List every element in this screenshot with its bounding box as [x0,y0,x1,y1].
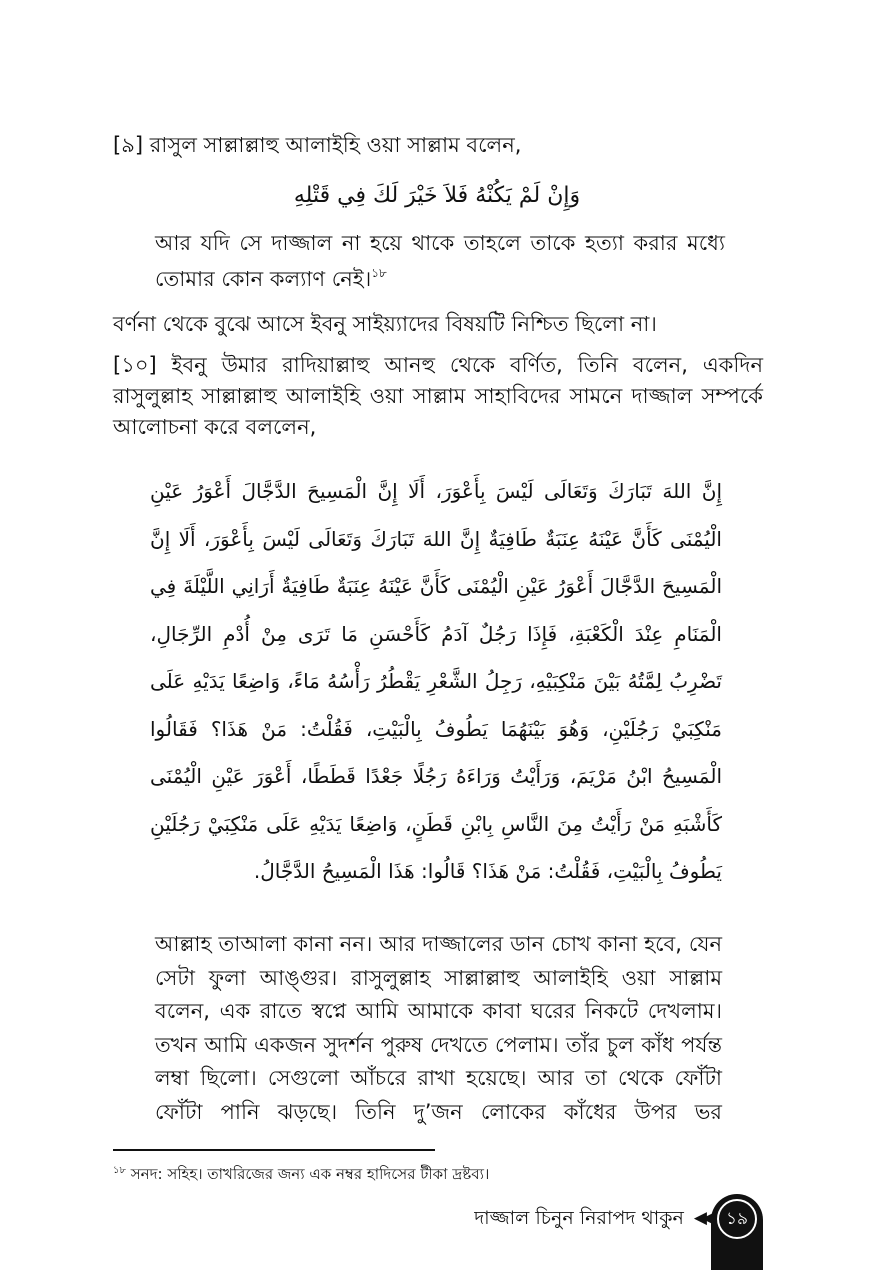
hadith-9-translation-text: আর যদি সে দাজ্জাল না হয়ে থাকে তাহলে তাকে হত্যা করার মধ্যে তোমার কোন কল্যাণ নেই। [155,231,725,291]
footnote-18 [113,1158,763,1187]
footnote-text: সনদ: সহিহ। তাখরিজের জন্য এক নম্বর হাদিসের টীকা দ্রষ্টব্য। [130,1165,490,1183]
hadith-10-heading: [১০] ইবনু উমার রাদিয়াল্লাহু আনহু থেকে বর্ণিত, তিনি বলেন, একদিন রাসুলুল্লাহ সাল্লাল্লাহু আলাইহি ওয়া সাল্লাম সাহাবিদের সামনে দাজ্জাল সম্পর্কে আলোচনা করে বললেন, [113,353,763,439]
hadith-10-translation: আল্লাহ তাআলা কানা নন। আর দাজ্জালের ডান চোখ কানা হবে, যেন সেটা ফুলা আঙ্গুর। রাসুলুল্লাহ সাল্লাল্লাহু আলাইহি ওয়া সাল্লাম বলেন, এক রাতে স্বপ্নে আমি আমাকে কাবা ঘরের নিকটে দেখলাম। তখন আমি একজন সুদর্শন পুরুষ দেখতে পেলাম। তাঁর চুল কাঁধ পর্যন্ত লম্বা ছিলো। সেগুলো আঁচরে রাখা হয়েছে। আর তা থেকে ফোঁটা ফোঁটা পানি ঝড়ছে। তিনি দু’জন লোকের কাঁধের উপর ভর [155,932,722,1124]
hadith-10-arabic: إِنَّ اللهَ تَبَارَكَ وَتَعَالَى لَيْسَ بِأَعْوَرَ، أَلَا إِنَّ الْمَسِيحَ الدَّجَّالَ أَعْوَرُ عَيْنِ الْيُمْنَى كَأَنَّ عَيْنَهُ عِنَبَةٌ طَافِيَةٌ إِنَّ اللهَ تَبَارَكَ وَتَعَالَى لَيْسَ بِأَعْوَرَ، أَلَا إِنَّ الْمَسِيحَ الدَّجَّالَ أَعْوَرُ عَيْنِ الْيُمْنَى كَأَنَّ عَيْنَهُ عِنَبَةٌ طَافِيَةٌ أَرَانِي اللَّيْلَةَ فِي الْمَنَامِ عِنْدَ الْكَعْبَةِ، فَإِذَا رَجُلٌ آدَمُ كَأَحْسَنِ مَا تَرَى مِنْ أُدْمِ الرِّجَالِ، تَضْرِبُ لِمَّتُهُ بَيْنَ مَنْكِبَيْهِ، رَجِلُ الشَّعْرِ يَقْطُرُ رَأْسُهُ مَاءً، وَاضِعًا يَدَيْهِ عَلَى مَنْكِبَيْ رَجُلَيْنِ، وَهُوَ بَيْنَهُمَا يَطُوفُ بِالْبَيْتِ، فَقُلْتُ: مَنْ هَذَا؟ فَقَالُوا الْمَسِيحُ ابْنُ مَرْيَمَ، وَرَأَيْتُ وَرَاءَهُ رَجُلًا جَعْدًا قَطَطًا، أَعْوَرَ عَيْنِ الْيُمْنَى كَأَشْبَهِ مَنْ رَأَيْتُ مِنَ النَّاسِ بِابْنِ قَطَنٍ، وَاضِعًا يَدَيْهِ عَلَى مَنْكِبَيْ رَجُلَيْنِ يَطُوفُ بِالْبَيْتِ، فَقُلْتُ: مَنْ هَذَا؟ قَالُوا: هَذَا الْمَسِيحُ الدَّجَّالُ. [150,479,722,883]
footnote-divider [113,1149,435,1151]
page-number-tab [711,1194,763,1270]
hadith-9-heading: [৯] রাসুল সাল্লাল্লাহু আলাইহি ওয়া সাল্লাম বলেন, [113,133,522,157]
page-number: ১৯ [717,1199,757,1239]
double-chevron-left-icon: ◀◀ [693,1208,710,1228]
footnote-number: ১৮ [113,1165,126,1176]
hadith-9-note: বর্ণনা থেকে বুঝে আসে ইবনু সাইয়্যাদের বিষয়টি নিশ্চিত ছিলো না। [113,312,657,336]
page-footer [380,1198,710,1238]
hadith-9-arabic: وَإِنْ لَمْ يَكُنْهُ فَلاَ خَيْرَ لَكَ فِي قَتْلِهِ [293,183,581,208]
running-book-title: দাজ্জাল চিনুন নিরাপদ থাকুন [474,1207,684,1229]
hadith-9-translation [155,228,725,294]
footnote-ref-18[interactable]: ১৮ [371,266,387,280]
